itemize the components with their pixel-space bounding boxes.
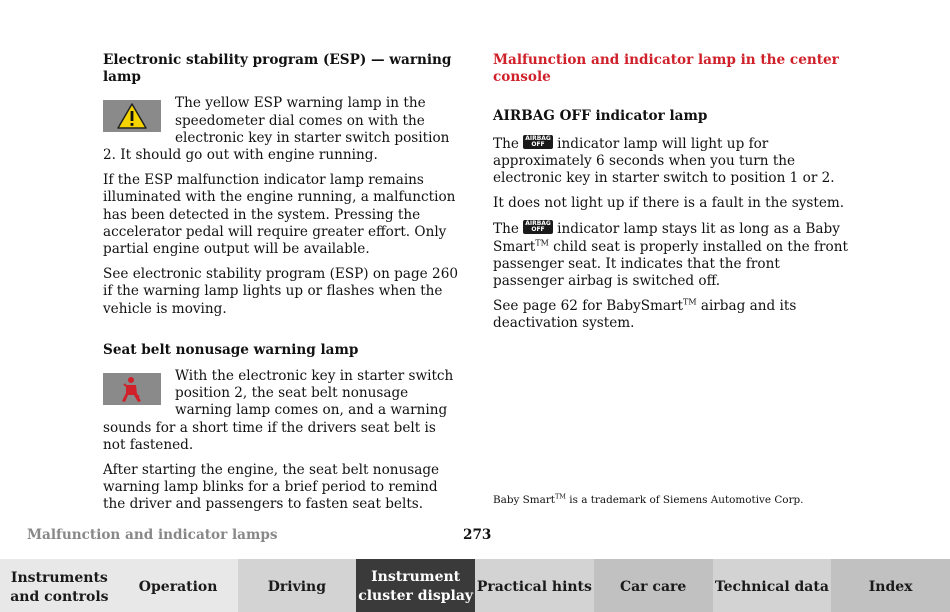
page-number: 273 xyxy=(463,527,492,543)
airbag-off-heading: AIRBAG OFF indicator lamp xyxy=(493,108,708,125)
tab-practical-hints[interactable]: Practical hints xyxy=(475,559,594,612)
seatbelt-intro: With the electronic key in starter switch position 2, the seat belt nonusage warning lamp comes on, and a warning sounds for a short time if the drivers seat belt is not fastened. xyxy=(103,368,454,453)
airbag-off-icon: AIRBAG OFF xyxy=(525,220,551,234)
tab-car-care[interactable]: Car care xyxy=(594,559,713,612)
seatbelt-warning-lamp xyxy=(103,373,161,405)
seatbelt-paragraph-1: After starting the engine, the seat belt nonusage warning lamp blinks for a brief period to remind the driver and passengers to fasten seat belts. xyxy=(103,462,440,513)
seatbelt-heading: Seat belt nonusage warning lamp xyxy=(103,341,359,358)
tab-technical-data[interactable]: Technical data xyxy=(713,559,832,612)
esp-intro: The yellow ESP warning lamp in the speedometer dial comes on with the electronic key in starter switch position 2. It should go out with engine running. xyxy=(103,95,450,164)
tab-instruments-and-controls[interactable]: Instruments and controls xyxy=(0,559,119,612)
section-title-footer: Malfunction and indicator lamps xyxy=(27,527,278,543)
airbag-paragraph-4: See page 62 for BabySmart™ airbag and its deactivation system. xyxy=(493,297,797,332)
tab-index[interactable]: Index xyxy=(831,559,950,612)
seatbelt-person-icon xyxy=(117,375,147,403)
tab-driving[interactable]: Driving xyxy=(238,559,357,612)
trademark-footnote: Baby Smart™ is a trademark of Siemens Automotive Corp. xyxy=(493,492,804,506)
tab-operation[interactable]: Operation xyxy=(119,559,238,612)
chapter-navigation xyxy=(0,559,950,612)
center-console-heading: Malfunction and indicator lamp in the center console xyxy=(493,52,839,86)
tab-instrument-cluster-display[interactable]: Instrument cluster display xyxy=(356,559,475,612)
esp-paragraph-2: See electronic stability program (ESP) on page 260 if the warning lamp lights up or flashes when the vehicle is moving. xyxy=(103,266,458,317)
esp-heading: Electronic stability program (ESP) — warning lamp xyxy=(103,52,452,86)
airbag-paragraph-3: The AIRBAG OFF indicator lamp stays lit as long as a Baby Smart™ child seat is properly installed on the front passenger seat. It indicates that the front passenger airbag is switched off. xyxy=(493,220,848,290)
left-column xyxy=(103,52,459,522)
airbag-paragraph-2: It does not light up if there is a fault in the system. xyxy=(493,195,845,212)
esp-warning-lamp xyxy=(103,100,161,132)
airbag-paragraph-1: The AIRBAG OFF indicator lamp will light up for approximately 6 seconds when you turn the electronic key in starter switch to position 1 or 2. xyxy=(493,134,835,187)
esp-paragraph-1: If the ESP malfunction indicator lamp remains illuminated with the engine running, a malfunction has been detected in the system. Pressing the accelerator pedal will require greater effort. Only partial engine output will be available. xyxy=(103,172,456,258)
warning-triangle-icon xyxy=(116,102,148,130)
right-column xyxy=(493,52,849,341)
airbag-off-icon: AIRBAG OFF xyxy=(525,134,551,148)
